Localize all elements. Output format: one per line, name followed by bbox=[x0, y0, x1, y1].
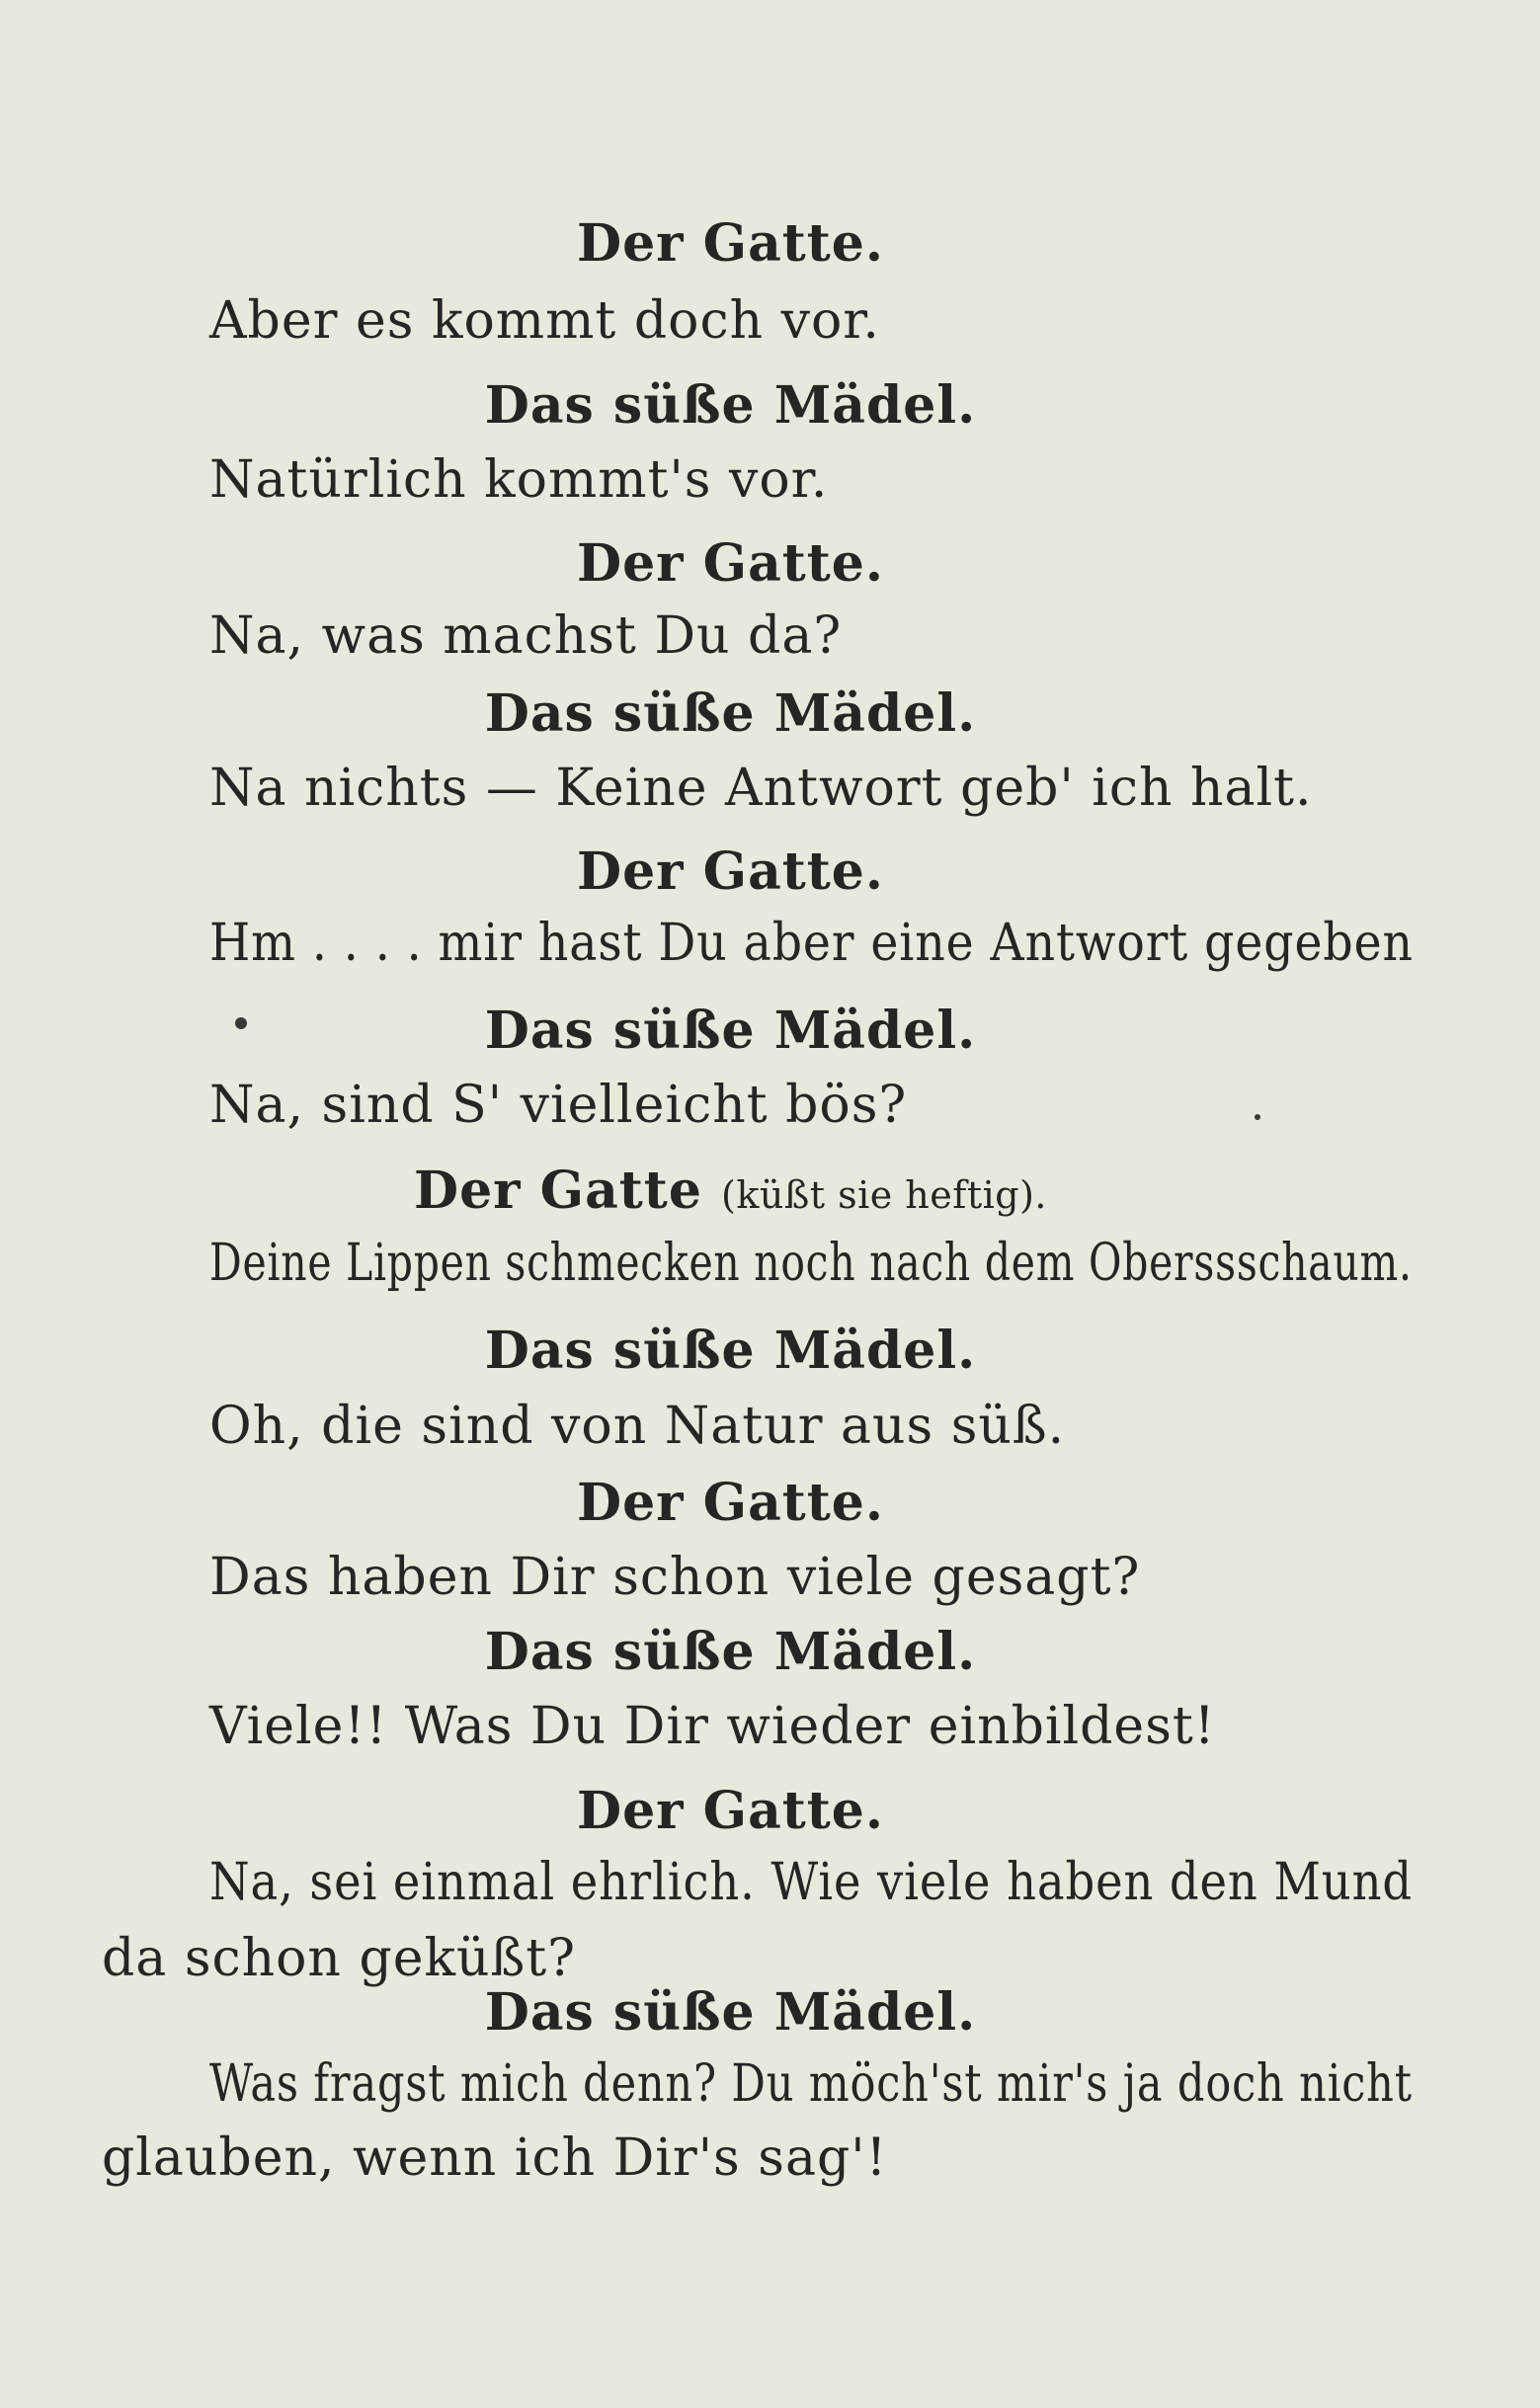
speech-line: Hm . . . . mir hast Du aber eine Antwort gegeben bbox=[209, 914, 1414, 973]
speck-mark bbox=[1255, 1114, 1260, 1120]
speaker-heading: Das süße Mädel. bbox=[484, 1321, 977, 1381]
speaker-heading: Das süße Mädel. bbox=[484, 375, 977, 436]
speech-line: Na, was machst Du da? bbox=[209, 606, 843, 666]
speech-line: glauben, wenn ich Dir's sag'! bbox=[102, 2128, 888, 2188]
speaker-heading: Das süße Mädel. bbox=[484, 1982, 977, 2043]
speech-line: da schon geküßt? bbox=[102, 1929, 577, 1988]
speech-line: Aber es kommt doch vor. bbox=[209, 291, 880, 351]
speech-line: Viele!! Was Du Dir wieder einbildest! bbox=[209, 1697, 1216, 1756]
speaker-name: Der Gatte bbox=[414, 1161, 702, 1221]
speech-line: Oh, die sind von Natur aus süß. bbox=[209, 1397, 1066, 1456]
speaker-heading: Das süße Mädel. bbox=[484, 1001, 977, 1061]
speech-line: Na nichts — Keine Antwort geb' ich halt. bbox=[209, 759, 1313, 818]
speaker-heading: Der Gatte. bbox=[576, 533, 884, 594]
speaker-heading: Das süße Mädel. bbox=[484, 1622, 977, 1682]
speaker-heading: Das süße Mädel. bbox=[484, 683, 977, 744]
speaker-heading: Der Gatte. bbox=[576, 1473, 884, 1533]
speech-line: Na, sei einmal ehrlich. Wie viele haben den Mund bbox=[209, 1853, 1414, 1912]
speech-line: Na, sind S' vielleicht bös? bbox=[209, 1076, 908, 1135]
speech-line: Was fragst mich denn? Du möch'st mir's ja doch nicht bbox=[209, 2054, 1413, 2114]
stage-direction: (küßt sie heftig). bbox=[721, 1173, 1047, 1217]
speech-line: Deine Lippen schmecken noch nach dem Oberssschaum. bbox=[209, 1234, 1413, 1293]
speech-line: Natürlich kommt's vor. bbox=[209, 450, 829, 510]
speaker-heading: Der Gatte. bbox=[576, 842, 884, 902]
speaker-heading: Der Gatte. bbox=[576, 213, 884, 274]
speech-line: Das haben Dir schon viele gesagt? bbox=[209, 1548, 1141, 1607]
speaker-heading bbox=[0, 1161, 1461, 1221]
speaker-heading: Der Gatte. bbox=[576, 1781, 884, 1841]
